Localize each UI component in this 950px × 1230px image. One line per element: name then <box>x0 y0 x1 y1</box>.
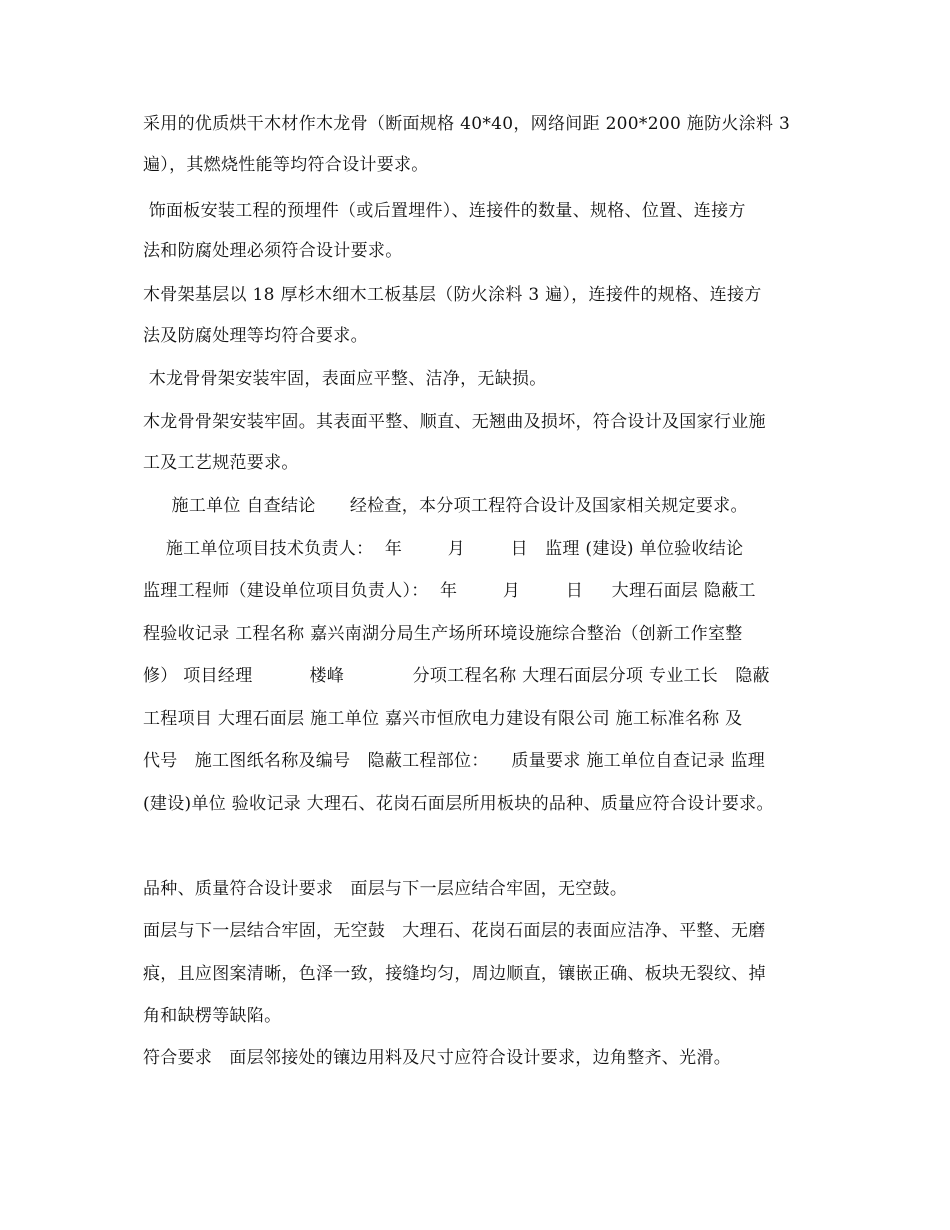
text-line: 监理工程师（建设单位项目负责人）： 年 月 日 大理石面层 隐蔽工 <box>143 581 756 601</box>
text-line: 木龙骨骨架安装牢固，表面应平整、洁净，无缺损。 <box>143 369 547 389</box>
text-line: 符合要求 面层邻接处的镶边用料及尺寸应符合设计要求，边角整齐、光滑。 <box>143 1048 732 1068</box>
text-line: 遍），其燃烧性能等均符合设计要求。 <box>143 155 429 175</box>
text-line: 采用的优质烘干木材作木龙骨（断面规格 40*40，网络间距 200*200 施防火涂料 3 <box>143 114 791 134</box>
text-line: 木骨架基层以 18 厚杉木细木工板基层（防火涂料 3 遍），连接件的规格、连接方 <box>143 285 762 305</box>
text-line: 施工单位 自查结论 经检查，本分项工程符合设计及国家相关规定要求。 <box>143 496 748 516</box>
text-line: 代号 施工图纸名称及编号 隐蔽工程部位： 质量要求 施工单位自查记录 监理 <box>143 751 766 771</box>
text-line: 程验收记录 工程名称 嘉兴南湖分局生产场所环境设施综合整治（创新工作室整 <box>143 624 743 644</box>
text-line: 饰面板安装工程的预埋件（或后置埋件）、连接件的数量、规格、位置、连接方 <box>143 201 746 221</box>
text-line: (建设)单位 验收记录 大理石、花岗石面层所用板块的品种、质量应符合设计要求。 <box>143 794 774 814</box>
text-line: 法及防腐处理等均符合要求。 <box>143 326 368 346</box>
text-line: 施工单位项目技术负责人： 年 月 日 监理 (建设) 单位验收结论 <box>143 539 744 559</box>
text-line: 法和防腐处理必须符合设计要求。 <box>143 241 403 261</box>
text-line: 修） 项目经理 楼峰 分项工程名称 大理石面层分项 专业工长 隐蔽 <box>143 666 770 686</box>
text-line: 面层与下一层结合牢固，无空鼓 大理石、花岗石面层的表面应洁净、平整、无磨 <box>143 921 766 941</box>
text-line: 品种、质量符合设计要求 面层与下一层应结合牢固，无空鼓。 <box>143 879 628 899</box>
text-line: 工及工艺规范要求。 <box>143 453 299 473</box>
text-line: 工程项目 大理石面层 施工单位 嘉兴市恒欣电力建设有限公司 施工标准名称 及 <box>143 709 743 729</box>
text-line: 角和缺楞等缺陷。 <box>143 1006 282 1026</box>
text-line: 痕，且应图案清晰，色泽一致，接缝均匀，周边顺直，镶嵌正确、板块无裂纹、掉 <box>143 964 766 984</box>
text-line: 木龙骨骨架安装牢固。其表面平整、顺直、无翘曲及损坏，符合设计及国家行业施 <box>143 412 766 432</box>
